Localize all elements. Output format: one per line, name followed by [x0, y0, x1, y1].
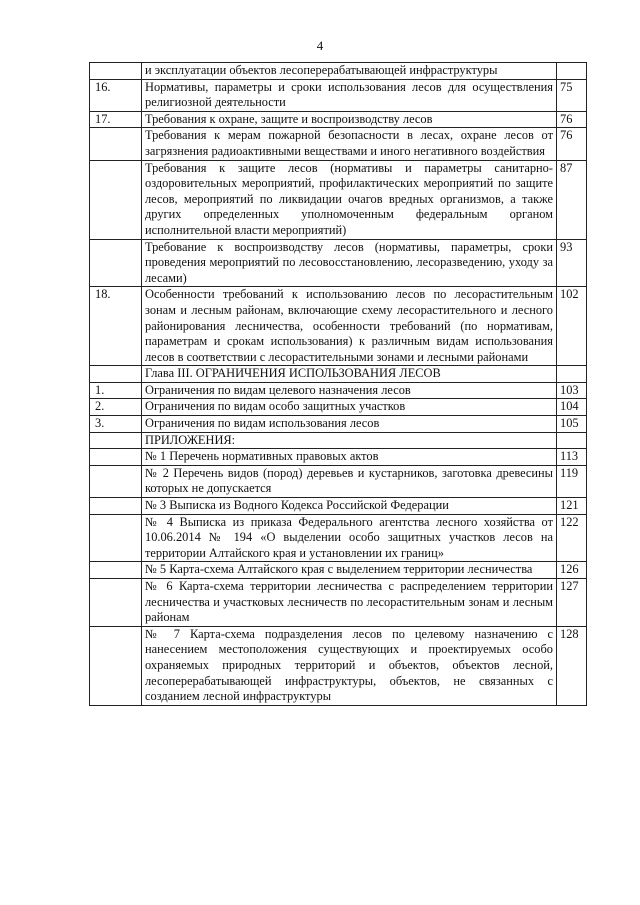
toc-row	[90, 432, 587, 449]
toc-row-title: № 5 Карта-схема Алтайского края с выделением территории лесничества	[142, 562, 557, 579]
toc-row-page: 105	[557, 416, 587, 433]
toc-row-page: 103	[557, 382, 587, 399]
toc-row-number: 16.	[90, 79, 142, 111]
toc-row	[90, 79, 587, 111]
toc-row	[90, 382, 587, 399]
toc-row-page: 76	[557, 128, 587, 160]
toc-row-page: 119	[557, 465, 587, 497]
toc-row-number	[90, 63, 142, 80]
toc-row	[90, 160, 587, 239]
toc-row	[90, 626, 587, 705]
toc-row-number	[90, 626, 142, 705]
toc-row-page: 102	[557, 287, 587, 366]
toc-row-title: Ограничения по видам использования лесов	[142, 416, 557, 433]
toc-row-title: Особенности требований к использованию лесов по лесорастительным зонам и лесным районам, включающие схему лесорастительного и лесного районирования лесничества, особенности требований (по нормативам, параметрам и срокам использования) к различным видам использования лесов в соответствии с лесорастительными зонами и лесными районами	[142, 287, 557, 366]
toc-row	[90, 449, 587, 466]
toc-row	[90, 111, 587, 128]
toc-row-page	[557, 366, 587, 383]
toc-row-title: Нормативы, параметры и сроки использования лесов для осуществления религиозной деятельности	[142, 79, 557, 111]
toc-row	[90, 579, 587, 627]
toc-row-title: № 3 Выписка из Водного Кодекса Российской Федерации	[142, 498, 557, 515]
toc-row	[90, 128, 587, 160]
toc-row	[90, 465, 587, 497]
toc-row-title: и эксплуатации объектов лесоперерабатывающей инфраструктуры	[142, 63, 557, 80]
toc-row-title: № 1 Перечень нормативных правовых актов	[142, 449, 557, 466]
toc-row-page: 113	[557, 449, 587, 466]
toc-row-number	[90, 465, 142, 497]
toc-row	[90, 399, 587, 416]
toc-row-page: 121	[557, 498, 587, 515]
toc-row-number	[90, 239, 142, 287]
toc-row-number: 3.	[90, 416, 142, 433]
toc-row-title: № 7 Карта-схема подразделения лесов по целевому назначению с нанесением местоположения существующих и проектируемых особо охраняемых природных территорий и объектов, объектов лесной, лесоперерабатывающей инфраструктуры, объектов, не связанных с созданием лесной инфраструктуры	[142, 626, 557, 705]
toc-row-number	[90, 432, 142, 449]
toc-row	[90, 239, 587, 287]
toc-row	[90, 498, 587, 515]
toc-row-title: Ограничения по видам особо защитных участков	[142, 399, 557, 416]
toc-row-page: 126	[557, 562, 587, 579]
toc-row-page	[557, 432, 587, 449]
toc-row-number	[90, 449, 142, 466]
toc-row	[90, 287, 587, 366]
toc-row-title: № 6 Карта-схема территории лесничества с распределением территории лесничества и участковых лесничеств по лесорастительным зонам и лесным районам	[142, 579, 557, 627]
toc-row-title: Глава III. ОГРАНИЧЕНИЯ ИСПОЛЬЗОВАНИЯ ЛЕСОВ	[142, 366, 557, 383]
toc-row-number: 2.	[90, 399, 142, 416]
toc-row-title: ПРИЛОЖЕНИЯ:	[142, 432, 557, 449]
toc-row-page: 75	[557, 79, 587, 111]
toc-row-title: Требования к охране, защите и воспроизводству лесов	[142, 111, 557, 128]
toc-row	[90, 514, 587, 562]
table-of-contents	[89, 62, 587, 706]
toc-row-number	[90, 562, 142, 579]
toc-row-title: Требования к мерам пожарной безопасности в лесах, охране лесов от загрязнения радиоактивными веществами и иного негативного воздействия	[142, 128, 557, 160]
toc-row-page: 87	[557, 160, 587, 239]
toc-row-title: № 4 Выписка из приказа Федерального агентства лесного хозяйства от 10.06.2014 № 194 «О выделении особо защитных участков лесов на территории Алтайского края и установлении их границ»	[142, 514, 557, 562]
toc-row-title: Требование к воспроизводству лесов (нормативы, параметры, сроки проведения мероприятий по лесовосстановлению, лесоразведению, уходу за лесами)	[142, 239, 557, 287]
toc-row-title: № 2 Перечень видов (пород) деревьев и кустарников, заготовка древесины которых не допускается	[142, 465, 557, 497]
toc-row	[90, 63, 587, 80]
toc-row-number: 17.	[90, 111, 142, 128]
toc-row-page	[557, 63, 587, 80]
toc-row-title: Ограничения по видам целевого назначения лесов	[142, 382, 557, 399]
toc-row	[90, 562, 587, 579]
toc-row-number	[90, 514, 142, 562]
toc-row-page: 104	[557, 399, 587, 416]
toc-row-page: 122	[557, 514, 587, 562]
toc-row-number	[90, 579, 142, 627]
toc-row	[90, 416, 587, 433]
toc-row-title: Требования к защите лесов (нормативы и параметры санитарно-оздоровительных мероприятий, профилактических мероприятий по защите лесов, мероприятий по ликвидации очагов вредных организмов, а также других определенных уполномоченным федеральным органом исполнительной власти мероприятий)	[142, 160, 557, 239]
toc-row-number	[90, 366, 142, 383]
toc-row-page: 76	[557, 111, 587, 128]
toc-row	[90, 366, 587, 383]
toc-row-page: 128	[557, 626, 587, 705]
toc-row-number	[90, 498, 142, 515]
page-number: 4	[316, 38, 324, 53]
toc-row-number: 1.	[90, 382, 142, 399]
toc-row-number	[90, 160, 142, 239]
toc-row-page: 93	[557, 239, 587, 287]
toc-row-page: 127	[557, 579, 587, 627]
toc-row-number: 18.	[90, 287, 142, 366]
toc-row-number	[90, 128, 142, 160]
